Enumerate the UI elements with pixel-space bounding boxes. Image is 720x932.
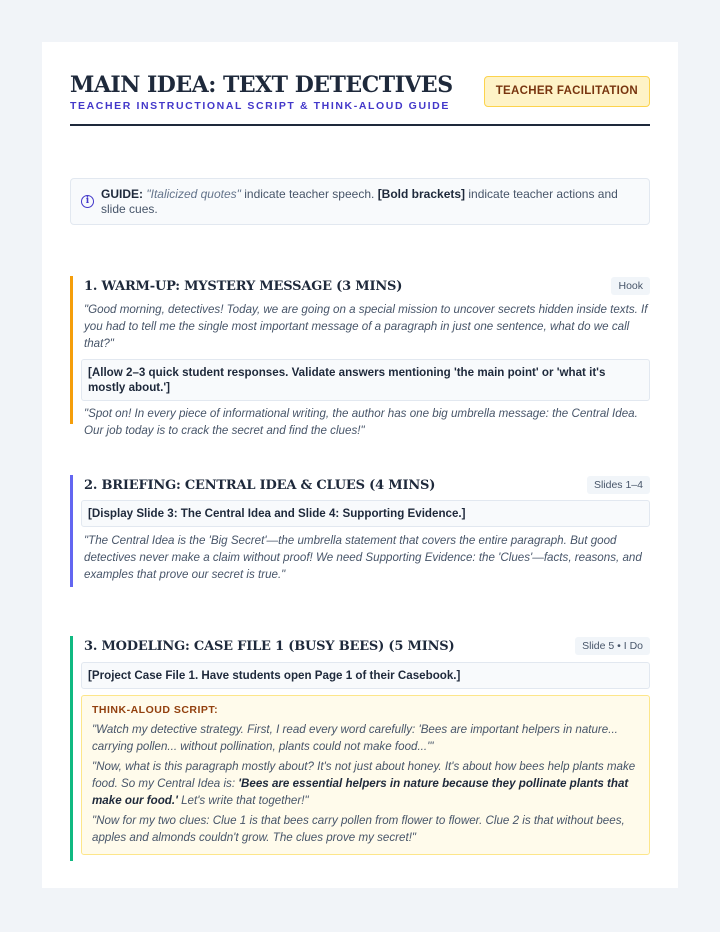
teacher-speech: "Good morning, detectives! Today, we are going on a special mission to uncover secrets hidden inside texts. If you had to tell me the single most important message of a paragraph in just one sentence, what do we call that?" [84,303,648,350]
guide-bold-sample: [Bold brackets] [377,187,466,201]
script-page [42,42,678,888]
section-accent-bar [70,636,73,861]
facilitation-badge: TEACHER FACILITATION [484,76,650,107]
teacher-speech: "The Central Idea is the 'Big Secret'—the umbrella statement that covers the entire paragraph. But good detectives never make a claim without proof! We need Supporting Evidence: the 'Clues'—facts, reasons, and examples that prove our secret is true." [84,534,642,581]
think-aloud-box [81,695,650,855]
think-aloud-speech: "Watch my detective strategy. First, I read every word carefully: 'Bees are important helpers in nature... carrying pollen... without pollination, plants could not make food...'" [92,723,618,753]
guide-italic-sample: "Italicized quotes" [146,187,241,201]
section-header [81,276,650,300]
think-aloud-label: THINK-ALOUD SCRIPT: [92,704,219,716]
section-tag: Hook [611,277,650,295]
guide-text-2: indicate teacher actions and slide cues. [101,187,618,216]
section-accent-bar [70,276,73,424]
teacher-speech: "Spot on! In every piece of informational writing, the author has one big umbrella message: the Central Idea. Our job today is to crack the secret and find the clues!" [84,407,638,437]
guide-label: GUIDE: [101,187,143,201]
section-accent-bar [70,475,73,587]
speech-part: Let's write that together!" [177,794,309,807]
info-icon: i [81,195,94,208]
page-header [70,70,650,126]
section-briefing [70,475,650,587]
section-tag: Slides 1–4 [587,476,650,494]
section-title: 2. BRIEFING: CENTRAL IDEA & CLUES (4 MINS) [84,478,436,493]
section-tag: Slide 5 • I Do [575,637,650,655]
teacher-action-cue: [Allow 2–3 quick student responses. Validate answers mentioning 'the main point' or 'what it's mostly about.'] [81,359,650,401]
teacher-action-cue: [Project Case File 1. Have students open Page 1 of their Casebook.] [81,662,650,689]
speech-part: "Now, what is this paragraph mostly about? It's not just about honey. It's about how bees help plants make food. So my Central Idea is: [92,760,636,790]
page-subtitle: TEACHER INSTRUCTIONAL SCRIPT & THINK-ALOUD GUIDE [70,100,450,112]
section-title: 3. MODELING: CASE FILE 1 (BUSY BEES) (5 MINS) [84,639,455,654]
teacher-action-cue: [Display Slide 3: The Central Idea and Slide 4: Supporting Evidence.] [81,500,650,527]
section-header [81,475,650,499]
section-title: 1. WARM-UP: MYSTERY MESSAGE (3 MINS) [84,279,403,294]
page-title: MAIN IDEA: TEXT DETECTIVES [70,72,453,98]
section-modeling [70,636,650,861]
guide-box [70,178,650,225]
think-aloud-speech [92,758,639,809]
central-idea-statement: 'Bees are essential helpers in nature because they pollinate plants that make our food.' [92,777,629,807]
guide-text-1: indicate teacher speech. [240,187,378,201]
section-warm-up [70,276,650,437]
section-header [81,636,650,660]
think-aloud-speech: "Now for my two clues: Clue 1 is that bees carry pollen from flower to flower. Clue 2 is that without bees, apples and almonds couldn't grow. The clues prove my secret!" [92,814,625,844]
